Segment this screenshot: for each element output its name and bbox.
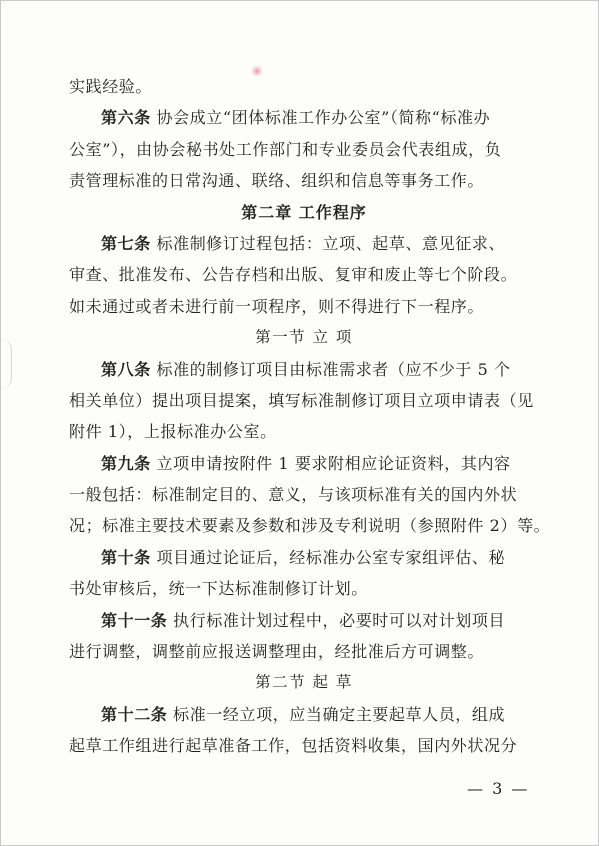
- article-11: 第十一条 执行标准计划过程中，必要时可以对计划项目: [101, 610, 506, 630]
- article-label: 第十条: [101, 547, 151, 567]
- text-line: 责管理标准的日常沟通、联络、组织和信息等事务工作。: [69, 171, 485, 191]
- page-number: — 3 —: [467, 779, 530, 798]
- chapter-heading: 第二章 工作程序: [241, 202, 367, 222]
- text-line: 实践经验。: [69, 77, 153, 96]
- section-heading: 第二节 起 草: [255, 673, 353, 692]
- article-12: 第十二条 标准一经立项，应当确定主要起草人员，组成: [101, 704, 506, 724]
- article-7: 第七条 标准制修订过程包括：立项、起草、意见征求、: [101, 233, 506, 253]
- article-label: 第七条: [101, 233, 151, 253]
- article-10: 第十条 项目通过论证后，经标准办公室专家组评估、秘: [101, 547, 506, 567]
- text-line: 书处审核后，统一下达标准制修订计划。: [69, 579, 368, 599]
- text-line: 审查、批准发布、公告存档和出版、复审和废止等七个阶段。: [69, 265, 518, 285]
- article-label: 第十二条: [101, 704, 168, 724]
- text-line: 相关单位）提出项目提案，填写标准制修订项目立项申请表（见: [69, 390, 534, 410]
- binding-mark: [1, 339, 12, 389]
- article-label: 第十一条: [101, 610, 168, 630]
- text-line: 附件 1），上报标准办公室。: [69, 422, 277, 442]
- article-9: 第九条 立项申请按附件 1 要求附相应论证资料，其内容: [101, 453, 511, 473]
- article-label: 第八条: [101, 359, 151, 379]
- text-line: 公室”），由协会秘书处工作部门和专业委员会代表组成，负: [69, 139, 502, 159]
- section-heading: 第一节 立 项: [255, 328, 353, 347]
- text-line: 进行调整，调整前应报送调整理由，经批准后方可调整。: [69, 642, 485, 662]
- article-label: 第九条: [101, 453, 151, 473]
- article-8: 第八条 标准的制修订项目由标准需求者（应不少于 5 个: [101, 359, 511, 379]
- document-body: [69, 71, 551, 762]
- text-line: 如未通过或者未进行前一项程序，则不得进行下一程序。: [69, 296, 485, 316]
- article-label: 第六条: [101, 108, 151, 128]
- text-line: 起草工作组进行起草准备工作，包括资料收集，国内外状况分: [69, 736, 518, 756]
- text-line: 一般包括：标准制定目的、意义，与该项标准有关的国内外状: [69, 485, 518, 505]
- text-line: 况；标准主要技术要素及参数和涉及专利说明（参照附件 2）等。: [69, 516, 551, 536]
- article-6: 第六条 协会成立“团体标准工作办公室”（简称“标准办: [101, 108, 491, 128]
